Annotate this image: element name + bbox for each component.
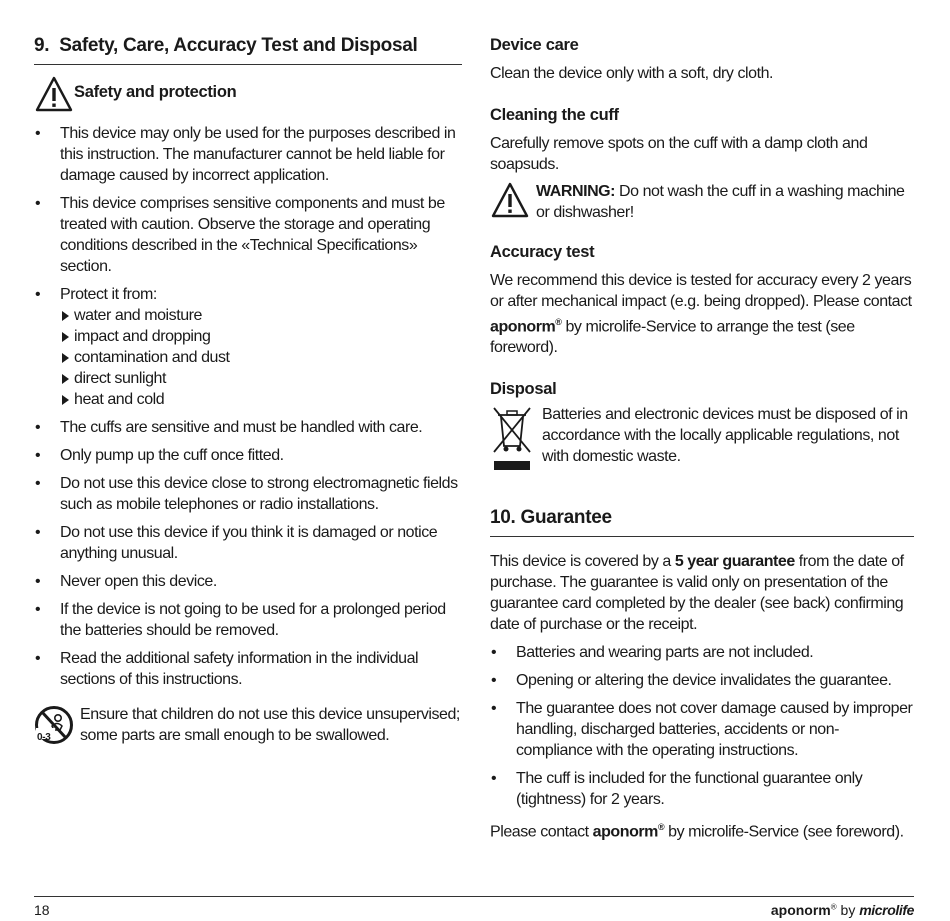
protect-item: direct sunlight [60,368,462,389]
list-item: • Only pump up the cuff once fitted. [34,445,462,466]
list-item: • Do not use this device close to strong electromagnetic fields such as mobile telephones or radio installations. [34,473,462,515]
safety-heading: Safety and protection [74,83,237,101]
guarantee-bullet-list [490,642,914,810]
disposal-text: Batteries and electronic devices must be disposed of in accordance with the locally applicable regulations, not with domestic waste. [542,406,908,466]
warning-text [536,181,914,223]
list-item: • Do not use this device if you think it is damaged or notice anything unusual. [34,522,462,564]
protect-item: impact and dropping [60,326,462,347]
protect-sub-list [60,305,462,410]
protect-item: contamination and dust [60,347,462,368]
contact-text [490,817,914,842]
contact-text-part: by microlife-Service (see foreword). [664,823,904,841]
page-footer [34,896,914,918]
device-care-text: Clean the device only with a soft, dry cloth. [490,65,774,82]
cleaning-heading: Cleaning the cuff [490,106,619,124]
safety-bullet-list [34,123,462,690]
list-item: • Read the additional safety information in the individual sections of this instructions. [34,648,462,690]
accuracy-text [490,270,914,358]
section-10-title: 10. Guarantee [490,502,914,537]
list-item: • If the device is not going to be used for a prolonged period the batteries should be removed. [34,599,462,641]
footer-brand-name: aponorm [770,902,831,918]
brand-name: aponorm [592,823,658,841]
children-warning [34,704,462,746]
list-item: • The guarantee does not cover damage caused by improper handling, discharged batteries, accidents or non-compliance with the operating instructions. [490,698,914,761]
right-column [490,34,914,843]
registered-mark: ® [830,902,837,912]
cleaning-text: Carefully remove spots on the cuff with a damp cloth and soapsuds. [490,135,868,173]
accuracy-text-part: We recommend this device is tested for accuracy every 2 years or after mechanical impact (e.g. being dropped). Please contact [490,272,912,310]
warning-triangle-icon [34,75,74,113]
no-children-icon [34,704,74,746]
brand-name: aponorm [490,318,556,336]
age-label: 0-3 [37,732,51,743]
safety-heading-row [34,75,462,113]
disposal-heading: Disposal [490,380,557,399]
footer-brand [771,902,914,918]
disposal-block [490,404,914,476]
guarantee-text-part: from the date of purchase. The guarantee is valid only on presentation of the guarantee card completed by the dealer (see back) confirming date of purchase or the receipt. [490,553,904,634]
list-item: • This device may only be used for the purposes described in this instruction. The manufacturer cannot be held liable for damage caused by incorrect application. [34,123,462,186]
list-item: • Never open this device. [34,571,462,592]
guarantee-text-part: This device is covered by a [490,553,675,571]
list-item: • Batteries and wearing parts are not included. [490,642,914,663]
list-item: • The cuffs are sensitive and must be handled with care. [34,417,462,438]
protect-intro: Protect it from: [60,286,157,303]
microlife-logo: microlife [859,902,914,918]
list-item: • This device comprises sensitive components and must be treated with caution. Observe the storage and operating conditions described in the «Technical Specifications» section. [34,193,462,277]
left-column [34,30,462,746]
guarantee-period: 5 year guarantee [674,553,795,571]
warning-triangle-icon [490,181,530,219]
footer-by: by [840,902,856,918]
registered-mark: ® [555,317,562,327]
page-number: 18 [34,902,50,918]
list-item [34,284,462,410]
warning-block [490,181,914,223]
crossed-bin-icon [490,404,534,476]
list-item: • Opening or altering the device invalidates the guarantee. [490,670,914,691]
protect-item: water and moisture [60,305,462,326]
warning-body: Do not wash the cuff in a washing machine or dishwasher! [536,183,905,221]
children-note: Ensure that children do not use this device unsupervised; some parts are small enough to be swallowed. [80,706,460,744]
device-care-heading: Device care [490,36,579,54]
accuracy-text-part: by microlife-Service to arrange the test (see foreword). [490,318,855,357]
registered-mark: ® [657,822,665,833]
contact-text-part: Please contact [490,823,593,841]
guarantee-text [490,551,914,635]
accuracy-heading: Accuracy test [490,243,595,261]
section-9-title: 9. Safety, Care, Accuracy Test and Disposal [34,30,462,65]
list-item: • The cuff is included for the functional guarantee only (tightness) for 2 years. [490,768,914,810]
warning-label: WARNING: [536,183,616,200]
protect-item: heat and cold [60,389,462,410]
